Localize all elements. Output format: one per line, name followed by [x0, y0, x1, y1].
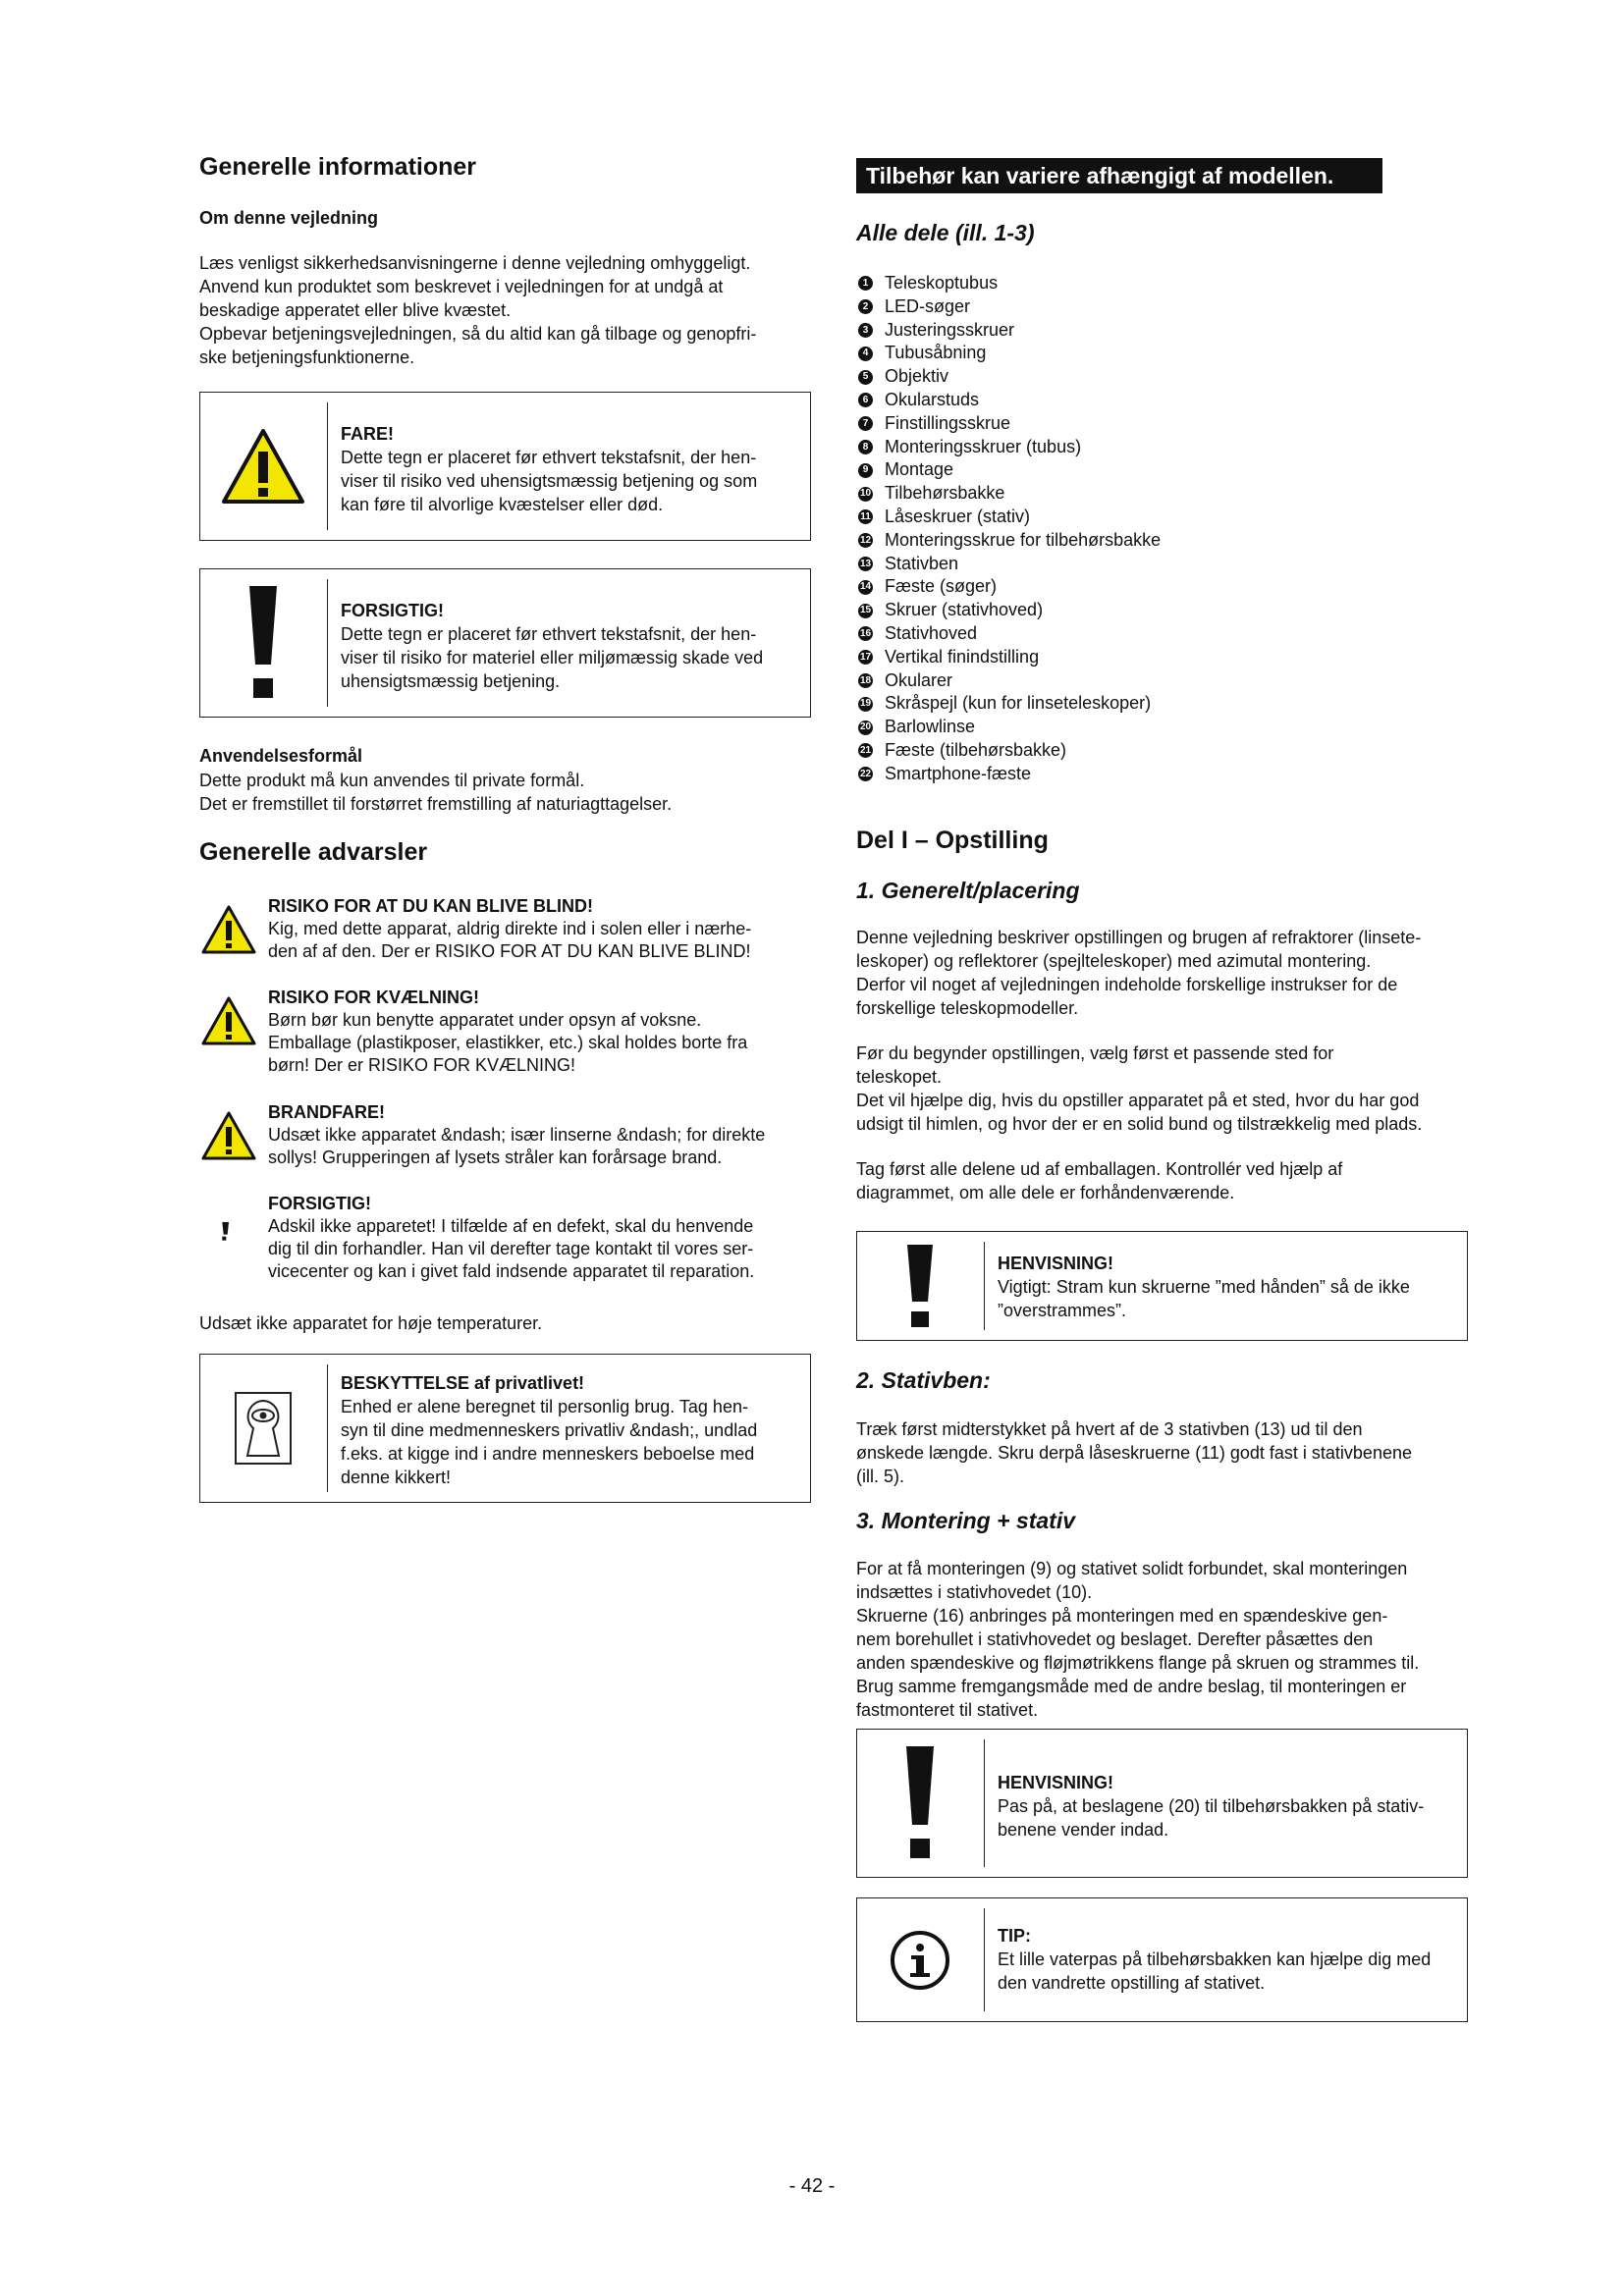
text-line: dig til din forhandler. Han vil derefter tage kontakt til vores ser- [268, 1239, 754, 1258]
part-list-item [856, 739, 1468, 763]
text-line: Børn bør kun benytte apparatet under opsyn af voksne. [268, 1010, 702, 1030]
part-label: LED-søger [885, 295, 971, 316]
section1-paragraph-2 [856, 1041, 1468, 1136]
part-label: Monteringsskruer (tubus) [885, 436, 1082, 456]
box-separator [984, 1739, 985, 1867]
parts-list [856, 272, 1468, 786]
box-separator [984, 1242, 985, 1330]
text-line: fastmonteret til stativet. [856, 1700, 1039, 1720]
box-separator [984, 1908, 985, 2011]
text-line: Anvend kun produktet som beskrevet i vejledningen for at undgå at [199, 277, 724, 296]
text-line: Denne vejledning beskriver opstillingen og brugen af refraktorer (linsete- [856, 928, 1422, 947]
warning-triangle-icon [221, 428, 305, 505]
text-line: Skruerne (16) anbringes på monteringen med en spændeskive gen- [856, 1606, 1388, 1626]
part-label: Fæste (søger) [885, 576, 998, 597]
text-line: teleskopet. [856, 1067, 943, 1087]
exclamation-icon [244, 584, 283, 702]
caution-icon-cell [200, 569, 326, 717]
part-list-item [856, 295, 1468, 319]
warning-text [268, 987, 811, 1077]
part-list-item [856, 342, 1468, 365]
part-number-badge: 14 [858, 580, 873, 595]
text-line: uhensigtsmæssig betjening. [341, 671, 561, 691]
text-line: udsigt til himlen, og hvor der er en solid bund og tilstrækkelig med plads. [856, 1114, 1423, 1134]
part-number-badge: 5 [858, 370, 873, 385]
text-line: Udsæt ikke apparatet &ndash; især linserne &ndash; for direkte [268, 1125, 766, 1145]
text-line: Derfor vil noget af vejledningen indeholde forskellige instrukser for de [856, 975, 1398, 994]
warning-blind [199, 895, 811, 984]
text-line: beskadige apperatet eller blive kvæstet. [199, 300, 512, 320]
text-line: Adskil ikke apparetet! I tilfælde af en defekt, skal du henvende [268, 1216, 754, 1236]
part-number-badge: 8 [858, 440, 873, 454]
keyhole-eye-icon [234, 1391, 293, 1466]
part-list-item [856, 716, 1468, 739]
part-list-item [856, 553, 1468, 576]
part1-heading: Del I – Opstilling [856, 827, 1049, 854]
text-line: Brug samme fremgangsmåde med de andre beslag, til monteringen er [856, 1677, 1407, 1696]
text-line: nem borehullet i stativhovedet og beslaget. Derefter påsættes den [856, 1629, 1374, 1649]
part-label: Barlowlinse [885, 717, 976, 737]
part-label: Okularer [885, 669, 953, 690]
caution-box [199, 568, 811, 718]
note-box-2 [856, 1729, 1468, 1878]
exclamation-icon [903, 1243, 937, 1329]
note-icon-cell [857, 1232, 983, 1340]
text-line: Pas på, at beslagene (20) til tilbehørsbakken på stativ- [998, 1796, 1425, 1816]
text-line: Dette tegn er placeret før ethvert tekstafsnit, der hen- [341, 624, 757, 644]
part-number-badge: 15 [858, 604, 873, 618]
warning-triangle-icon [199, 992, 258, 1051]
about-paragraph [199, 251, 811, 369]
caution-text [341, 599, 800, 693]
general-info-heading: Generelle informationer [199, 153, 477, 181]
part-label: Justeringsskruer [885, 319, 1015, 340]
part-number-badge: 12 [858, 533, 873, 548]
section2-heading: 2. Stativben: [856, 1367, 991, 1393]
privacy-title: BESKYTTELSE af privatlivet! [341, 1373, 585, 1393]
part-list-item [856, 436, 1468, 459]
part-label: Objektiv [885, 366, 949, 387]
part-number-badge: 21 [858, 743, 873, 758]
text-line: anden spændeskive og fløjmøtrikkens flange på skruen og strammes til. [856, 1653, 1420, 1673]
warning-title: FORSIGTIG! [268, 1194, 371, 1213]
part-number-badge: 7 [858, 416, 873, 431]
part-list-item [856, 482, 1468, 506]
box-separator [327, 1364, 328, 1492]
part-number-badge: 2 [858, 299, 873, 314]
part-list-item [856, 763, 1468, 786]
text-line: (ill. 5). [856, 1467, 904, 1486]
part-label: Stativhoved [885, 622, 978, 643]
part-number-badge: 1 [858, 276, 873, 291]
part-number-badge: 17 [858, 650, 873, 665]
note-text [998, 1252, 1457, 1322]
part-number-badge: 9 [858, 463, 873, 478]
warning-suffocation [199, 987, 811, 1075]
text-line: diagrammet, om alle dele er forhåndenværende. [856, 1183, 1235, 1202]
box-separator [327, 402, 328, 530]
section1-paragraph-1 [856, 926, 1468, 1020]
part-list-item [856, 646, 1468, 669]
text-line: kan føre til alvorlige kvæstelser eller død. [341, 495, 664, 514]
text-line: Vigtigt: Stram kun skruerne ”med hånden” så de ikke [998, 1277, 1410, 1297]
part-list-item [856, 692, 1468, 716]
text-line: Enhed er alene beregnet til personlig brug. Tag hen- [341, 1397, 748, 1416]
tip-text [998, 1924, 1457, 1995]
warning-title: RISIKO FOR KVÆLNING! [268, 988, 479, 1007]
text-line: leskoper) og reflektorer (spejlteleskoper) med azimutal montering. [856, 951, 1372, 971]
part-label: Tubusåbning [885, 343, 987, 363]
part-list-item [856, 458, 1468, 482]
part-label: Finstillingsskrue [885, 412, 1011, 433]
part-list-item [856, 319, 1468, 343]
exclamation-icon [900, 1744, 940, 1862]
part-number-badge: 20 [858, 721, 873, 735]
warning-title: BRANDFARE! [268, 1102, 385, 1122]
privacy-box [199, 1354, 811, 1503]
part-list-item [856, 412, 1468, 436]
section2-paragraph [856, 1417, 1468, 1488]
note-title: HENVISNING! [998, 1254, 1114, 1273]
section1-heading: 1. Generelt/placering [856, 878, 1080, 903]
note-text [998, 1771, 1457, 1842]
text-line: sollys! Grupperingen af lysets stråler kan forårsage brand. [268, 1148, 723, 1167]
part-number-badge: 6 [858, 393, 873, 407]
text-line: Et lille vaterpas på tilbehørsbakken kan hjælpe dig med [998, 1949, 1432, 1969]
text-line: ske betjeningsfunktionerne. [199, 347, 415, 367]
part-number-badge: 11 [858, 509, 873, 524]
warning-text [268, 1101, 811, 1169]
part-label: Tilbehørsbakke [885, 483, 1005, 504]
parts-heading: Alle dele (ill. 1-3) [856, 220, 1035, 245]
part-number-badge: 22 [858, 767, 873, 781]
tip-title: TIP: [998, 1926, 1031, 1946]
text-line: denne kikkert! [341, 1468, 452, 1487]
warning-triangle-icon [199, 1107, 258, 1166]
part-label: Montage [885, 459, 954, 480]
danger-icon-cell [200, 393, 326, 540]
privacy-icon-cell [200, 1355, 326, 1502]
warning-triangle-icon [199, 901, 258, 960]
part-label: Stativben [885, 553, 959, 573]
section1-paragraph-3 [856, 1157, 1468, 1204]
part-list-item [856, 669, 1468, 693]
part-label: Skråspejl (kun for linseteleskoper) [885, 693, 1152, 714]
part-number-badge: 13 [858, 557, 873, 571]
exclamation-icon [219, 1202, 239, 1261]
temperature-note: Udsæt ikke apparatet for høje temperaturer. [199, 1313, 543, 1333]
purpose-paragraph [199, 769, 811, 816]
tip-box [856, 1897, 1468, 2022]
part-list-item [856, 622, 1468, 646]
part-label: Teleskoptubus [885, 273, 999, 293]
danger-box [199, 392, 811, 541]
note-box-1 [856, 1231, 1468, 1341]
part-list-item [856, 575, 1468, 599]
privacy-text [341, 1371, 800, 1489]
text-line: benene vender indad. [998, 1820, 1169, 1840]
text-line: Kig, med dette apparat, aldrig direkte ind i solen eller i nærhe- [268, 919, 752, 938]
general-warnings-heading: Generelle advarsler [199, 838, 428, 866]
tip-icon-cell [857, 1898, 983, 2021]
warning-text [268, 1193, 811, 1283]
text-line: Tag først alle delene ud af emballagen. Kontrollér ved hjælp af [856, 1159, 1343, 1179]
warning-text [268, 895, 811, 963]
info-icon [889, 1929, 951, 1992]
part-label: Monteringsskrue for tilbehørsbakke [885, 529, 1162, 550]
text-line: Træk først midterstykket på hvert af de 3 stativben (13) ud til den [856, 1419, 1363, 1439]
text-line: børn! Der er RISIKO FOR KVÆLNING! [268, 1055, 576, 1075]
text-line: Dette produkt må kun anvendes til private formål. [199, 771, 585, 790]
part-list-item [856, 365, 1468, 389]
text-line: syn til dine medmenneskers privatliv &ndash;, undlad [341, 1420, 758, 1440]
part-label: Fæste (tilbehørsbakke) [885, 739, 1067, 760]
box-separator [327, 579, 328, 707]
text-line: den af af den. Der er RISIKO FOR AT DU KAN BLIVE BLIND! [268, 941, 751, 961]
part-number-badge: 16 [858, 626, 873, 641]
part-number-badge: 10 [858, 487, 873, 502]
text-line: vicecenter og kan i givet fald indsende apparatet til reparation. [268, 1261, 755, 1281]
warning-title: RISIKO FOR AT DU KAN BLIVE BLIND! [268, 896, 593, 916]
note-icon-cell [857, 1730, 983, 1877]
part-list-item [856, 599, 1468, 622]
text-line: Emballage (plastikposer, elastikker, etc.) skal holdes borte fra [268, 1033, 748, 1052]
accessories-banner: Tilbehør kan variere afhængigt af modellen. [856, 158, 1382, 193]
text-line: viser til risiko for materiel eller miljømæssig skade ved [341, 648, 764, 667]
about-guide-heading: Om denne vejledning [199, 208, 379, 228]
part-list-item [856, 389, 1468, 412]
section3-heading: 3. Montering + stativ [856, 1508, 1076, 1533]
warning-caution [199, 1193, 811, 1281]
text-line: Det vil hjælpe dig, hvis du opstiller apparatet på et sted, hvor du har god [856, 1091, 1420, 1110]
danger-text [341, 422, 800, 516]
text-line: f.eks. at kigge ind i andre menneskers beboelse med [341, 1444, 755, 1464]
text-line: ”overstrammes”. [998, 1301, 1127, 1320]
part-label: Skruer (stativhoved) [885, 600, 1044, 620]
note-title: HENVISNING! [998, 1773, 1114, 1792]
part-number-badge: 3 [858, 323, 873, 338]
part-number-badge: 19 [858, 697, 873, 712]
part-label: Låseskruer (stativ) [885, 506, 1031, 526]
part-label: Okularstuds [885, 389, 980, 409]
text-line: Før du begynder opstillingen, vælg først et passende sted for [856, 1043, 1334, 1063]
text-line: indsættes i stativhovedet (10). [856, 1582, 1093, 1602]
section3-paragraph [856, 1557, 1468, 1722]
caution-title: FORSIGTIG! [341, 601, 444, 620]
text-line: viser til risiko ved uhensigtsmæssig betjening og som [341, 471, 758, 491]
purpose-heading: Anvendelsesformål [199, 746, 363, 766]
text-line: den vandrette opstilling af stativet. [998, 1973, 1266, 1993]
danger-title: FARE! [341, 424, 394, 444]
text-line: Opbevar betjeningsvejledningen, så du altid kan gå tilbage og genopfri- [199, 324, 757, 344]
part-list-item [856, 506, 1468, 529]
part-list-item [856, 272, 1468, 295]
text-line: Læs venligst sikkerhedsanvisningerne i denne vejledning omhyggeligt. [199, 253, 751, 273]
text-line: For at få monteringen (9) og stativet solidt forbundet, skal monteringen [856, 1559, 1408, 1578]
part-list-item [856, 529, 1468, 553]
part-number-badge: 4 [858, 347, 873, 361]
text-line: Det er fremstillet til forstørret fremstilling af naturiagttagelser. [199, 794, 673, 814]
text-line: Dette tegn er placeret før ethvert tekstafsnit, der hen- [341, 448, 757, 467]
text-line: forskellige teleskopmodeller. [856, 998, 1079, 1018]
warning-fire [199, 1101, 811, 1190]
part-number-badge: 18 [858, 673, 873, 688]
page-number: - 42 - [788, 2175, 836, 2197]
text-line: ønskede længde. Skru derpå låseskruerne (11) godt fast i stativbenene [856, 1443, 1412, 1463]
part-label: Smartphone-fæste [885, 763, 1032, 783]
part-label: Vertikal finindstilling [885, 646, 1040, 667]
